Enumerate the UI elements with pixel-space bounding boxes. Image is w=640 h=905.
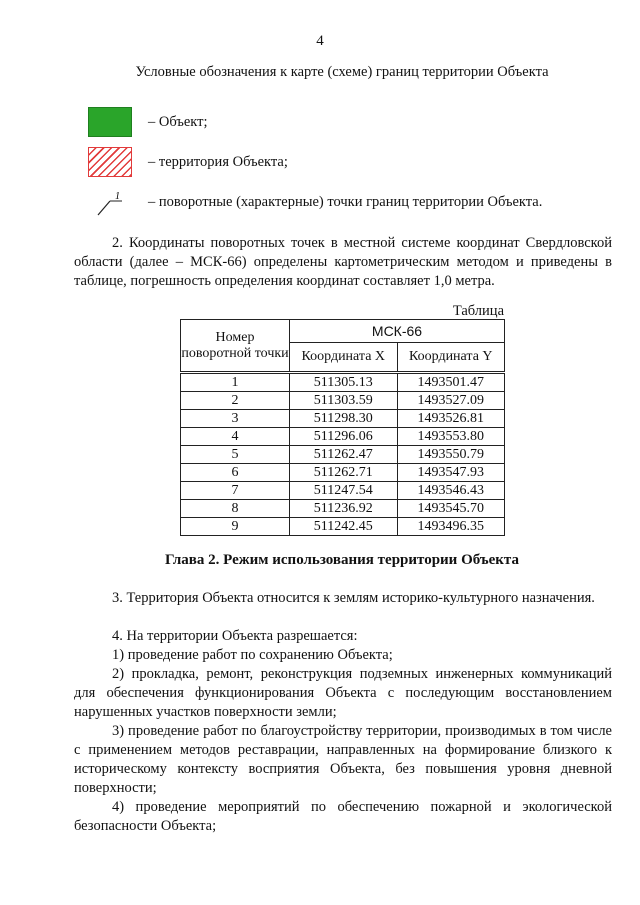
cell-x: 511242.45 bbox=[290, 518, 398, 536]
legend-item-label: – территория Объекта; bbox=[148, 153, 288, 170]
legend-item-object bbox=[88, 106, 208, 138]
cell-point: 3 bbox=[181, 410, 290, 428]
cell-point: 1 bbox=[181, 373, 290, 392]
page-number: 4 bbox=[316, 33, 324, 49]
cell-y: 1493550.79 bbox=[397, 446, 505, 464]
paragraph-permitted: 4. На территории Объекта разрешается: bbox=[112, 628, 358, 644]
cell-y: 1493547.93 bbox=[397, 464, 505, 482]
cell-point: 6 bbox=[181, 464, 290, 482]
list-item: 1) проведение работ по сохранению Объекта; bbox=[112, 647, 393, 663]
cell-point: 9 bbox=[181, 518, 290, 536]
cell-x: 511296.06 bbox=[290, 428, 398, 446]
header-coordinate-system: МСК-66 bbox=[290, 320, 505, 343]
cell-x: 511303.59 bbox=[290, 392, 398, 410]
table-row bbox=[181, 500, 505, 518]
cell-y: 1493501.47 bbox=[397, 373, 505, 392]
legend-item-turning-points bbox=[88, 186, 542, 218]
header-coordinate-x: Координата X bbox=[290, 343, 398, 373]
cell-y: 1493553.80 bbox=[397, 428, 505, 446]
paragraph-coordinates: 2. Координаты поворотных точек в местной системе координат Свердловской области (далее – МСК-66) определены картометрическим методом и приведены в таблице, погрешность определения координат составляет 1,0 метра. bbox=[74, 235, 612, 289]
table-row bbox=[181, 464, 505, 482]
cell-x: 511305.13 bbox=[290, 373, 398, 392]
cell-y: 1493546.43 bbox=[397, 482, 505, 500]
cell-x: 511298.30 bbox=[290, 410, 398, 428]
table-row bbox=[181, 392, 505, 410]
table-caption: Таблица bbox=[452, 303, 504, 319]
turning-point-label: 1 bbox=[115, 191, 120, 202]
list-item: 3) проведение работ по благоустройству территории, производимых в том числе с применением методов реставрации, направленных на формирование близкого к историческому контексту восприятия Объекта, без повышения уровня дневной поверхности; bbox=[74, 723, 612, 796]
cell-point: 5 bbox=[181, 446, 290, 464]
chapter-title: Глава 2. Режим использования территории Объекта bbox=[165, 552, 519, 568]
header-point-number: Номер поворотной точки bbox=[181, 320, 290, 373]
cell-point: 2 bbox=[181, 392, 290, 410]
table-row bbox=[181, 446, 505, 464]
coordinates-table bbox=[180, 319, 505, 536]
cell-point: 7 bbox=[181, 482, 290, 500]
list-item: 4) проведение мероприятий по обеспечению пожарной и экологической безопасности Объекта; bbox=[74, 799, 612, 834]
table-row bbox=[181, 410, 505, 428]
legend-title: Условные обозначения к карте (схеме) границ территории Объекта bbox=[135, 64, 549, 80]
cell-x: 511262.47 bbox=[290, 446, 398, 464]
cell-point: 4 bbox=[181, 428, 290, 446]
legend-item-territory bbox=[88, 146, 288, 178]
table-row bbox=[181, 518, 505, 536]
cell-y: 1493496.35 bbox=[397, 518, 505, 536]
red-hatch-square-icon bbox=[88, 147, 132, 177]
list-item: 2) прокладка, ремонт, реконструкция подземных инженерных коммуникаций для обеспечения функционирования Объекта с последующим восстановлением нарушенных участков поверхности земли; bbox=[74, 666, 612, 720]
cell-x: 511236.92 bbox=[290, 500, 398, 518]
cell-y: 1493527.09 bbox=[397, 392, 505, 410]
cell-x: 511247.54 bbox=[290, 482, 398, 500]
legend-item-label: – Объект; bbox=[148, 113, 208, 130]
cell-x: 511262.71 bbox=[290, 464, 398, 482]
table-row bbox=[181, 373, 505, 392]
legend-item-label: – поворотные (характерные) точки границ территории Объекта. bbox=[148, 193, 543, 210]
header-coordinate-y: Координата Y bbox=[397, 343, 505, 373]
green-fill-square-icon bbox=[88, 107, 132, 137]
turning-point-icon bbox=[88, 187, 132, 217]
paragraph-land-category: 3. Территория Объекта относится к землям историко-культурного назначения. bbox=[112, 590, 595, 606]
table-row bbox=[181, 482, 505, 500]
table-row bbox=[181, 428, 505, 446]
cell-point: 8 bbox=[181, 500, 290, 518]
cell-y: 1493545.70 bbox=[397, 500, 505, 518]
cell-y: 1493526.81 bbox=[397, 410, 505, 428]
